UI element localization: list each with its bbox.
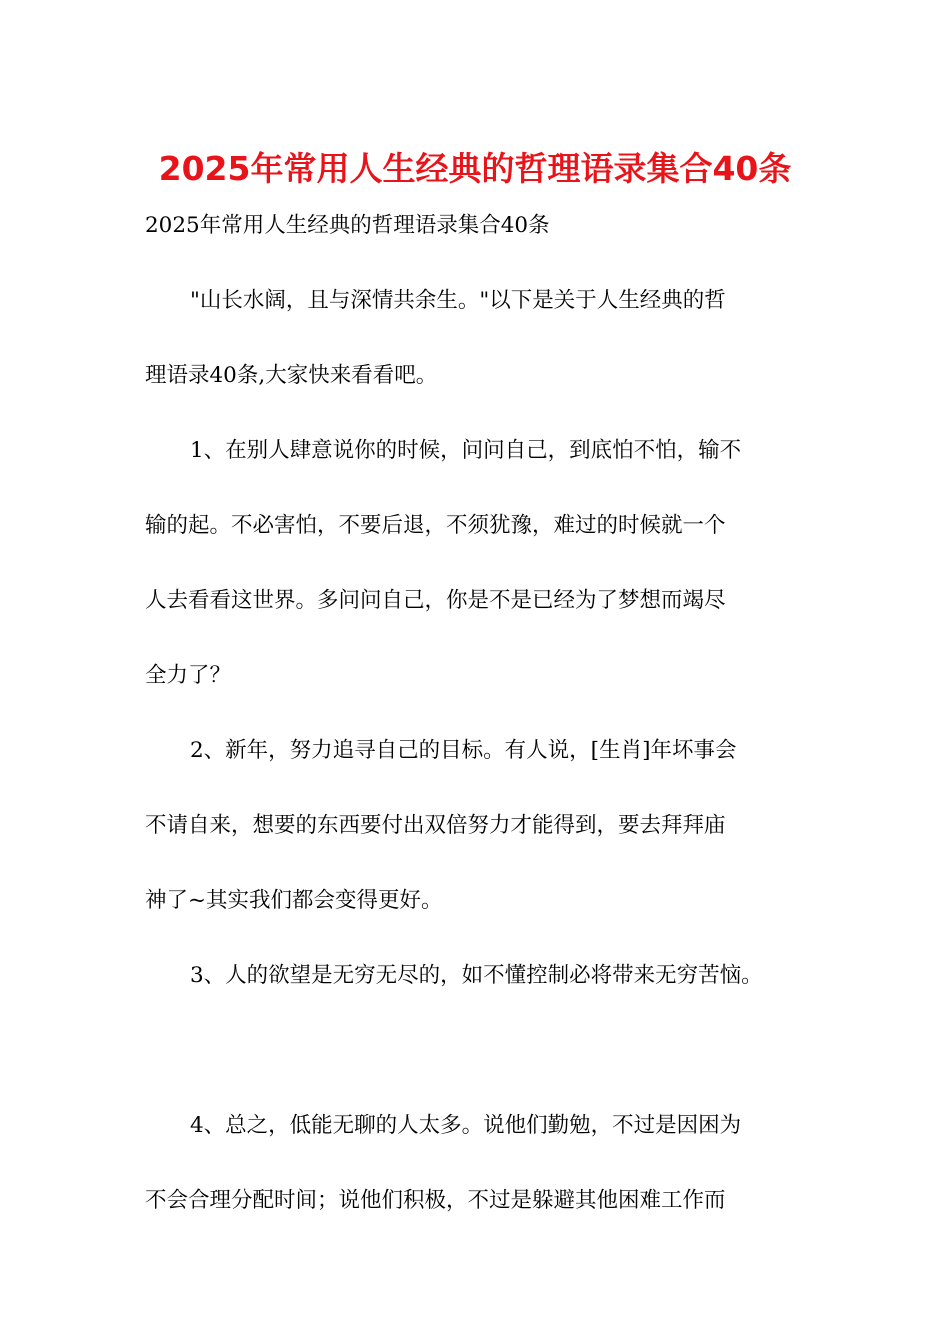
- paragraph-line: 神了~其实我们都会变得更好。: [145, 888, 443, 913]
- document-subtitle: 2025年常用人生经典的哲理语录集合40条: [145, 213, 550, 238]
- paragraph-line: 2、新年，努力追寻自己的目标。有人说，[生肖]年坏事会: [190, 738, 737, 763]
- paragraph-line: 1、在别人肆意说你的时候，问问自己，到底怕不怕，输不: [190, 438, 742, 463]
- paragraph-line: 3、人的欲望是无穷无尽的，如不懂控制必将带来无穷苦恼。: [190, 963, 763, 988]
- paragraph-line: 不会合理分配时间；说他们积极，不过是躲避其他困难工作而: [145, 1188, 726, 1213]
- document-title: 2025年常用人生经典的哲理语录集合40条: [158, 149, 792, 188]
- paragraph-line: 不请自来，想要的东西要付出双倍努力才能得到，要去拜拜庙: [145, 813, 726, 838]
- paragraph-line: 人去看看这世界。多问问自己，你是不是已经为了梦想而竭尽: [145, 588, 726, 613]
- paragraph-line: "山长水阔，且与深情共余生。"以下是关于人生经典的哲: [190, 288, 726, 313]
- paragraph-line: 全力了？: [145, 663, 232, 688]
- paragraph-line: 输的起。不必害怕，不要后退，不须犹豫，难过的时候就一个: [145, 513, 726, 538]
- paragraph-line: 理语录40条,大家快来看看吧。: [145, 363, 438, 388]
- paragraph-line: 4、总之，低能无聊的人太多。说他们勤勉，不过是因困为: [190, 1113, 742, 1138]
